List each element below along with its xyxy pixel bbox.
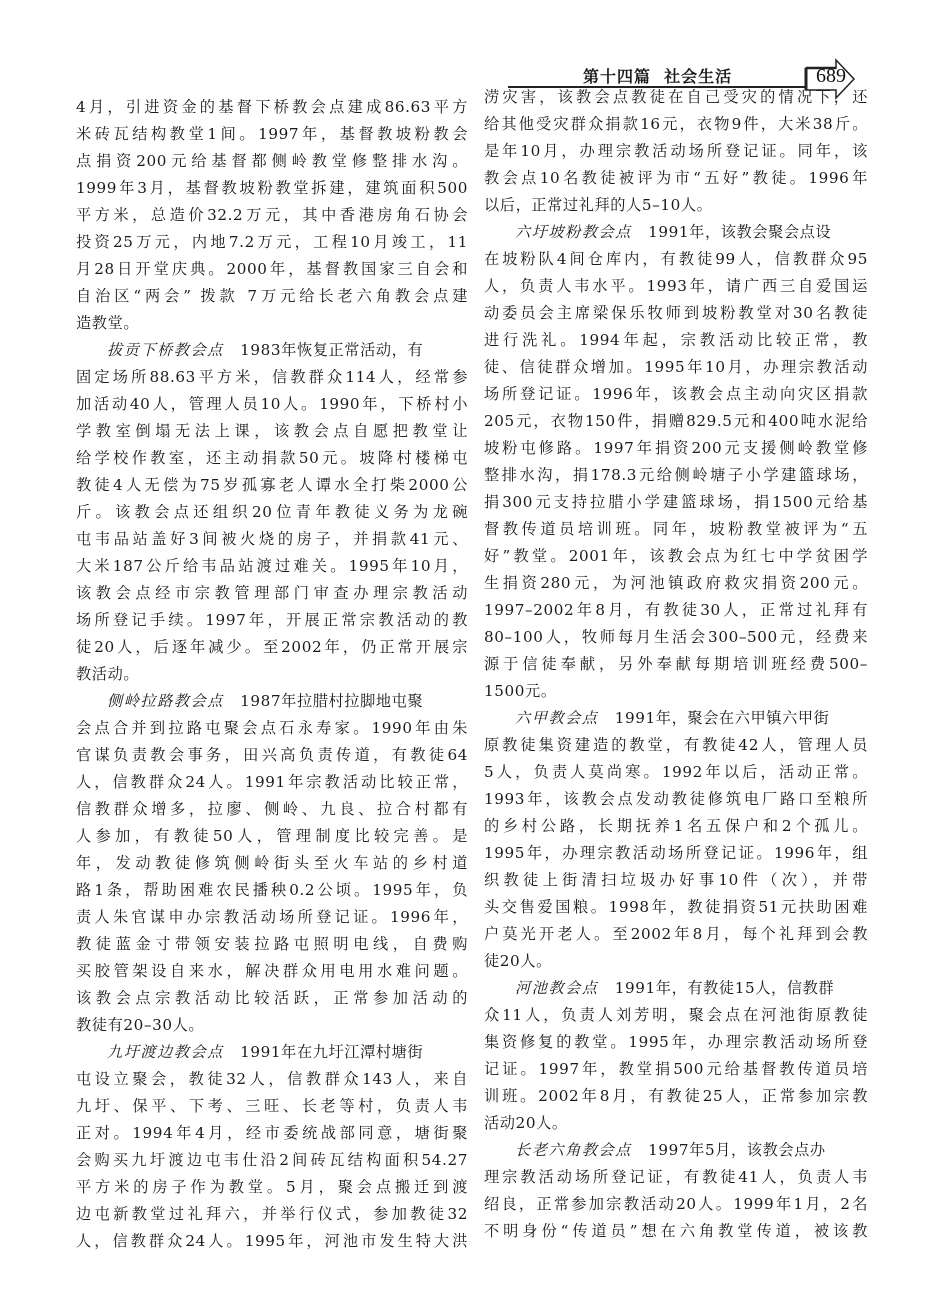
line-text: 户莫光开老人。至2002年8月，每个礼拜到会教 [484, 925, 868, 943]
text-line [484, 327, 868, 354]
text-line [484, 516, 868, 543]
text-line [76, 1174, 468, 1201]
line-text: 边屯新教堂过礼拜六，并举行仪式，参加教徒32 [76, 1205, 468, 1223]
line-text: 徒20人。 [484, 952, 552, 970]
line-text: 源于信徒奉献，另外奉献每期培训班经费500– [484, 655, 868, 673]
line-text: 加活动40人，管理人员10人。1990年，下桥村小 [76, 395, 468, 413]
line-text: 人，信教群众24人。1995年，河池市发生特大洪 [76, 1232, 468, 1250]
text-line [484, 597, 868, 624]
line-text: 集资修复的教堂。1995年，办理宗教活动场所登 [484, 1033, 868, 1051]
line-text: 以后，正常过礼拜的人5–10人。 [484, 196, 713, 214]
text-line [76, 1093, 468, 1120]
line-text: 动委员会主席梁保乐牧师到坡粉教堂对30名教徒 [484, 304, 868, 322]
text-line [484, 354, 868, 381]
page-number: 689 [816, 65, 846, 87]
text-line [76, 1228, 468, 1255]
text-line [484, 759, 868, 786]
text-line [76, 526, 468, 553]
line-text: 信教群众增多，拉廖、侧岭、九良、拉合村都有 [76, 800, 468, 818]
line-text: 官谋负责教会事务，田兴高负责传道，有教徒64 [76, 746, 468, 764]
text-line [484, 1110, 868, 1137]
line-text: 记证。1997年，教堂捐500元给基督教传道员培 [484, 1060, 868, 1078]
line-text: 坡粉屯修路。1997年捐资200元支援侧岭教堂修 [484, 439, 868, 457]
line-text: 是年10月，办理宗教活动场所登记证。同年，该 [484, 142, 868, 160]
text-line [484, 1218, 868, 1245]
line-text: 买胶管架设自来水，解决群众用电用水难问题。 [76, 962, 468, 980]
line-text: 1991年，有教徒15人，信教群 [614, 979, 835, 997]
line-text: 人，信教群众24人。1991年宗教活动比较正常， [76, 773, 468, 791]
line-text: 1997年5月，该教会点办 [648, 1141, 826, 1159]
text-line [76, 1201, 468, 1228]
line-text: 1995年，办理宗教活动场所登记证。1996年，组 [484, 844, 868, 862]
line-text: 九圩、保平、下考、三旺、长老等村，负责人韦 [76, 1097, 468, 1115]
text-line [484, 1191, 868, 1218]
line-text: 该教会点经市宗教管理部门审查办理宗教活动 [76, 584, 468, 602]
paragraph-heading-line [484, 1137, 868, 1164]
line-text: 教会点10名教徒被评为市“五好”教徒。1996年 [484, 169, 868, 187]
text-line [76, 1066, 468, 1093]
line-text: 1997–2002年8月，有教徒30人，正常过礼拜有 [484, 601, 868, 619]
line-text: 不明身份“传道员”想在六角教堂传道，被该教 [484, 1222, 868, 1240]
line-text: 原教徒集资建造的教堂，有教徒42人，管理人员 [484, 736, 868, 754]
line-text: 头交售爱国粮。1998年，教徒捐资51元扶助困难 [484, 898, 868, 916]
paragraph-heading-line [484, 219, 868, 246]
text-line [484, 894, 868, 921]
paragraph-heading: 拔贡下桥教会点 [107, 341, 224, 359]
text-line [484, 1002, 868, 1029]
text-line [76, 202, 468, 229]
text-line [76, 1012, 468, 1039]
line-text: 米砖瓦结构教堂1间。1997年，基督教坡粉教会 [76, 125, 468, 143]
text-line [76, 769, 468, 796]
text-line [484, 489, 868, 516]
text-line [484, 273, 868, 300]
text-line [484, 1029, 868, 1056]
line-text: 1987年拉腊村拉脚地屯聚 [240, 692, 424, 710]
line-text: 路1条，帮助困难农民播秧0.2公顷。1995年，负 [76, 881, 468, 899]
text-line [76, 229, 468, 256]
text-line [484, 867, 868, 894]
paragraph-heading-line [484, 705, 868, 732]
line-text: 生捐资280元，为河池镇政府救灾捐资200元。 [484, 574, 868, 592]
text-line [484, 813, 868, 840]
text-line [76, 796, 468, 823]
text-line [76, 472, 468, 499]
line-text: 理宗教活动场所登记证，有教徒41人，负责人韦 [484, 1168, 868, 1186]
paragraph-heading-line [76, 688, 468, 715]
paragraph-heading: 河池教会点 [515, 979, 599, 997]
text-line [76, 175, 468, 202]
line-text: 大米187公斤给韦品站渡过难关。1995年10月， [76, 557, 468, 575]
text-line [76, 715, 468, 742]
line-text: 点捐资200元给基督都侧岭教堂修整排水沟。 [76, 152, 468, 170]
paragraph-heading: 长老六角教会点 [515, 1141, 632, 1159]
line-text: 教徒有20–30人。 [76, 1016, 205, 1034]
line-text: 1999年3月，基督教坡粉教堂拆建，建筑面积500 [76, 179, 468, 197]
text-line [484, 1056, 868, 1083]
line-text: 1500元。 [484, 682, 557, 700]
text-line [76, 823, 468, 850]
paragraph-heading: 六圩坡粉教会点 [515, 223, 632, 241]
line-text: 月28日开堂庆典。2000年，基督教国家三自会和 [76, 260, 468, 278]
line-text: 投资25万元，内地7.2万元，工程10月竣工，11 [76, 233, 468, 251]
line-text: 1993年，该教会点发动教徒修筑电厂路口至粮所 [484, 790, 868, 808]
text-line [484, 435, 868, 462]
text-line [484, 165, 868, 192]
paragraph-heading-line [76, 1039, 468, 1066]
line-text: 教徒蓝金寸带领安装拉路屯照明电线，自费购 [76, 935, 468, 953]
line-text: 会点合并到拉路屯聚会点石永寿家。1990年由朱 [76, 719, 468, 737]
paragraph-heading: 六甲教会点 [515, 709, 599, 727]
text-line [76, 553, 468, 580]
paragraph-heading-line [76, 337, 468, 364]
text-line [484, 732, 868, 759]
text-line [484, 408, 868, 435]
line-text: 徒、信徒群众增加。1995年10月，办理宗教活动 [484, 358, 868, 376]
line-text: 1991年在九圩江潭村塘街 [240, 1043, 424, 1061]
line-text: 责人朱官谋申办宗教活动场所登记证。1996年， [76, 908, 468, 926]
text-line [76, 931, 468, 958]
text-line [484, 1164, 868, 1191]
line-text: 年，发动教徒修筑侧岭街头至火车站的乡村道 [76, 854, 468, 872]
line-text: 自治区“两会” 拨款 7万元给长老六角教会点建 [76, 287, 468, 305]
line-text: 场所登记手续。1997年，开展正常宗教活动的教 [76, 611, 468, 629]
line-text: 1991年，聚会在六甲镇六甲街 [614, 709, 830, 727]
line-text: 织教徒上街清扫垃圾办好事10件（次），并带 [484, 871, 868, 889]
line-text: 平方米，总造价32.2万元，其中香港房角石协会 [76, 206, 468, 224]
right-column [484, 84, 868, 1245]
line-text: 205元，衣物150件，捐赠829.5元和400吨水泥给 [484, 412, 868, 430]
text-line [76, 94, 468, 121]
paragraph-heading: 侧岭拉路教会点 [107, 692, 224, 710]
line-text: 平方米的房子作为教堂。5月，聚会点搬迁到渡 [76, 1178, 468, 1196]
text-line [76, 283, 468, 310]
line-text: 众11人，负责人刘芳明，聚会点在河池街原教徒 [484, 1006, 868, 1024]
text-line [484, 543, 868, 570]
text-line [76, 958, 468, 985]
text-line [76, 148, 468, 175]
text-line [484, 300, 868, 327]
line-text: 80–100人，牧师每月生活会300–500元，经费来 [484, 628, 868, 646]
line-text: 学教室倒塌无法上课，该教会点自愿把教堂让 [76, 422, 468, 440]
line-text: 活动20人。 [484, 1114, 568, 1132]
text-line [76, 121, 468, 148]
text-line [484, 84, 868, 111]
line-text: 捐300元支持拉腊小学建篮球场，捐1500元给基 [484, 493, 868, 511]
text-line [484, 678, 868, 705]
text-line [484, 921, 868, 948]
text-line [76, 256, 468, 283]
line-text: 教活动。 [76, 665, 140, 683]
text-line [76, 499, 468, 526]
text-line [76, 445, 468, 472]
line-text: 该教会点宗教活动比较活跃，正常参加活动的 [76, 989, 468, 1007]
text-line [76, 985, 468, 1012]
text-line [76, 661, 468, 688]
text-line [484, 786, 868, 813]
text-line [76, 364, 468, 391]
text-line [76, 580, 468, 607]
paragraph-heading-line [484, 975, 868, 1002]
line-text: 给其他受灾群众捐款16元，衣物9件，大米38斤。 [484, 115, 868, 133]
text-line [484, 840, 868, 867]
text-line [484, 138, 868, 165]
text-line [484, 381, 868, 408]
line-text: 5人，负责人莫尚寒。1992年以后，活动正常。 [484, 763, 868, 781]
text-line [76, 418, 468, 445]
line-text: 正对。1994年4月，经市委统战部同意，塘街聚 [76, 1124, 468, 1142]
left-column [76, 94, 468, 1255]
line-text: 4月，引进资金的基督下桥教会点建成86.63平方 [76, 98, 468, 116]
text-line [484, 192, 868, 219]
text-line [76, 310, 468, 337]
text-line [484, 462, 868, 489]
text-line [76, 1120, 468, 1147]
text-line [484, 948, 868, 975]
line-text: 会购买九圩渡边屯韦仕沿2间砖瓦结构面积54.27 [76, 1151, 468, 1169]
line-text: 1991年，该教会聚会点设 [648, 223, 832, 241]
line-text: 督教传道员培训班。同年，坡粉教堂被评为“五 [484, 520, 868, 538]
text-line [76, 607, 468, 634]
text-line [484, 624, 868, 651]
text-line [76, 850, 468, 877]
text-line [484, 246, 868, 273]
line-text: 教徒4人无偿为75岁孤寡老人谭水全打柴2000公 [76, 476, 468, 494]
line-text: 绍良，正常参加宗教活动20人。1999年1月，2名 [484, 1195, 868, 1213]
line-text: 训班。2002年8月，有教徒25人，正常参加宗教 [484, 1087, 868, 1105]
line-text: 固定场所88.63平方米，信教群众114人，经常参 [76, 368, 468, 386]
line-text: 整排水沟，捐178.3元给侧岭塘子小学建篮球场， [484, 466, 868, 484]
line-text: 进行洗礼。1994年起，宗教活动比较正常，教 [484, 331, 868, 349]
line-text: 造教堂。 [76, 314, 140, 332]
text-line [484, 651, 868, 678]
text-line [484, 111, 868, 138]
text-line [76, 904, 468, 931]
text-line [76, 391, 468, 418]
line-text: 人，负责人韦水平。1993年，请广西三自爱国运 [484, 277, 868, 295]
line-text: 涝灾害，该教会点教徒在自己受灾的情况下，还 [484, 88, 868, 106]
text-line [484, 570, 868, 597]
text-line [484, 1083, 868, 1110]
text-line [76, 1147, 468, 1174]
line-text: 屯韦品站盖好3间被火烧的房子，并捐款41元、 [76, 530, 468, 548]
line-text: 的乡村公路，长期抚养1名五保户和2个孤儿。 [484, 817, 868, 835]
line-text: 1983年恢复正常活动，有 [240, 341, 424, 359]
line-text: 斤。该教会点还组织20位青年教徒义务为龙碗 [76, 503, 468, 521]
section-title: 第十四篇 社会生活 [583, 67, 733, 86]
line-text: 给学校作教室，还主动捐款50元。坡降村楼梯屯 [76, 449, 468, 467]
line-text: 好”教堂。2001年，该教会点为红七中学贫困学 [484, 547, 868, 565]
line-text: 人参加，有教徒50人，管理制度比较完善。是 [76, 827, 468, 845]
text-line [76, 634, 468, 661]
line-text: 徒20人，后逐年减少。至2002年，仍正常开展宗 [76, 638, 468, 656]
line-text: 场所登记证。1996年，该教会点主动向灾区捐款 [484, 385, 868, 403]
line-text: 屯设立聚会，教徒32人，信教群众143人，来自 [76, 1070, 468, 1088]
text-line [76, 877, 468, 904]
text-line [76, 742, 468, 769]
line-text: 在坡粉队4间仓库内，有教徒99人，信教群众95 [484, 250, 868, 268]
paragraph-heading: 九圩渡边教会点 [107, 1043, 224, 1061]
